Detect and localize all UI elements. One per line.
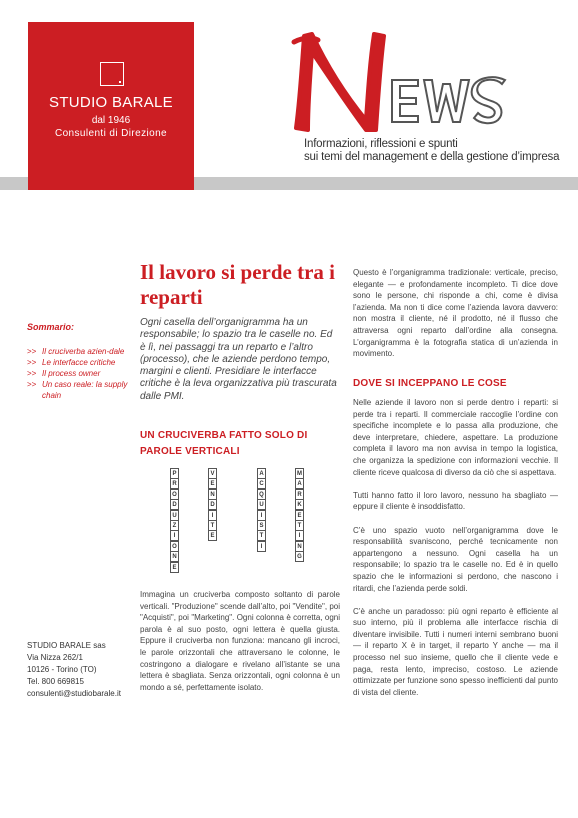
crossword-cell: N [295,541,304,552]
right-intro [353,267,558,371]
article-title: Il lavoro si perde tra i reparti [140,260,336,309]
summary-item-label: Il process owner [42,369,101,378]
crossword-cell: A [295,478,304,489]
summary-item[interactable] [27,368,137,379]
logo-name: STUDIO BARALE [49,94,173,111]
crossword-cell: I [170,530,179,541]
crossword-cell: G [295,551,304,562]
summary-title: Sommario: [27,322,75,332]
news-tagline [304,138,559,164]
crossword-column [295,468,304,562]
summary-box [27,322,137,401]
crossword-illustration [140,464,338,572]
crossword-cell: M [295,468,304,479]
news-logo-ews [392,77,505,123]
summary-arrow: >> [27,380,37,389]
summary-item-label: Un caso reale: la supply chain [42,380,128,400]
logo-subtitle: Consulenti di Direzione [54,128,168,139]
crossword-cell: T [208,520,217,531]
crossword-cell: C [257,478,266,489]
section2-body [353,397,558,710]
crossword-cell: U [170,510,179,521]
contact-phone: Tel. 800 669815 [27,677,84,686]
summary-item-label: Il cruciverba azien-dale [42,347,125,356]
body-paragraph: Nelle aziende il lavoro non si perde dentro i reparti: si perde tra i reparti. Il commerciale raccoglie l’ordine con specifiche incomplete e lo passa alla produzione, che deve interpretare, chiedere, aspettare. La produzione completa il lavoro ma non avvisa in tempo la logistica, che organizza la spedizione con informazioni vecchie. Il cliente riceve qualcosa di diverso da ciò che si aspettava. [353,398,558,477]
section1-body [140,589,340,705]
summary-arrow: >> [27,347,37,356]
crossword-cell: V [208,468,217,479]
crossword-cell: S [257,520,266,531]
crossword-cell: E [170,562,179,573]
crossword-column [170,468,179,572]
crossword-column [208,468,217,541]
crossword-cell: I [208,510,217,521]
news-logo [290,28,520,134]
crossword-cell: T [257,530,266,541]
crossword-cell: A [257,468,266,479]
crossword-column [257,468,266,551]
section-title-crossword: UN CRUCIVERBA FATTO SOLO DI PAROLE VERTICALI [140,430,308,457]
summary-item[interactable] [27,357,137,368]
crossword-cell: R [295,489,304,500]
crossword-cell: U [257,499,266,510]
crossword-cell: Q [257,489,266,500]
summary-item[interactable] [27,379,137,401]
crossword-cell: I [295,530,304,541]
crossword-cell: E [208,530,217,541]
contact-street: Via Nizza 262/1 [27,653,83,662]
crossword-cell: T [295,520,304,531]
logo-year: dal 1946 [91,115,131,126]
tagline-line-2: sui temi del management e della gestione d’impresa [304,151,560,163]
crossword-cell: E [295,510,304,521]
crossword-cell: D [170,499,179,510]
crossword-cell: O [170,541,179,552]
summary-arrow: >> [27,369,37,378]
section-title-interfaces: DOVE SI INCEPPANO LE COSE [353,378,507,389]
crossword-cell: N [208,489,217,500]
crossword-cell: E [208,478,217,489]
body-paragraph: Questo è l’organigramma tradizionale: verticale, preciso, elegante — e profondamente incompleto. Ti dice dove sono le persone, chi risponde a chi, come è divisa l’azienda. Ma non ti dice come l’azienda lavora davvero: non mostra il cliente, né il prodotto, né il flusso che attraversa ogni reparto dall’ordine alla consegna. L’organigramma è la fotografia statica di un’azienda in movimento. [353,268,558,359]
article-lead: Ogni casella dell’organigramma ha un responsabile; lo spazio tra le caselle no. Ed è lì, nei passaggi tra un reparto e l’altro (processo), che le aziende perdono tempo, margini e clienti. Presidiare le interfacce critiche è la leva organizzativa più trascurata dalle PMI. [140,317,337,402]
crossword-cell: Z [170,520,179,531]
body-paragraph: C’è anche un paradosso: più ogni reparto è efficiente al suo interno, più il problema alle interfacce rischia di diventare invisibile. Tutti i numeri interni sembrano buoni — il reparto X è in target, il reparto Y anche — ma il processo nel suo insieme, quello che il cliente vede e paga, resta lento, impreciso, costoso. Le aziende ottimizzate per funzione sono spesso inefficienti dal punto di vista del cliente. [353,606,558,697]
contact-email[interactable]: consulenti@studiobarale.it [27,689,121,698]
crossword-cell: I [257,510,266,521]
crossword-cell: D [208,499,217,510]
summary-item-label: Le interfacce critiche [42,358,116,367]
crossword-cell: P [170,468,179,479]
body-paragraph: C’è uno spazio vuoto nell’organigramma dove le responsabilità svaniscono, perché tecnicamente non appartengono a nessuno. Ogni casella ha un responsabile; lo spazio tra le caselle no. Ed è in quello spazio che le informazioni si perdono, che nascono i ritardi, che l’azienda perde soldi. [353,525,558,593]
summary-arrow: >> [27,358,37,367]
studio-barale-logo [28,22,194,190]
news-logo-n [296,34,384,130]
contact-company: STUDIO BARALE sas [27,641,106,650]
contact-block [27,640,142,700]
crossword-cell: O [170,489,179,500]
body-paragraph: Tutti hanno fatto il loro lavoro, nessuno ha sbagliato — eppure il cliente è insoddisfatto. [353,490,558,512]
crossword-cell: N [170,551,179,562]
summary-item[interactable] [27,346,137,357]
logo-square-icon [100,62,124,86]
crossword-cell: K [295,499,304,510]
body-paragraph: Immagina un cruciverba composto soltanto di parole verticali. "Produzione" scende dall’alto, poi "Vendite", poi "Acquisti", poi "Marketing". Ogni colonna è corretta, ogni parola è al suo posto, ogni lettera è quella giusta. Eppure il cruciverba non funziona: mancano gli incroci, le parole orizzontali che attraversano le colonne, le costringono a dialogare e rivelano all’istante se una lettera è sbagliata. Senza orizzontali, ogni colonna è un mondo a sé, perfettamente isolato. [140,590,340,692]
contact-city: 10126 - Torino (TO) [27,665,97,674]
crossword-cell: I [257,541,266,552]
tagline-line-1: Informazioni, riflessioni e spunti [304,138,458,150]
crossword-cell: R [170,478,179,489]
